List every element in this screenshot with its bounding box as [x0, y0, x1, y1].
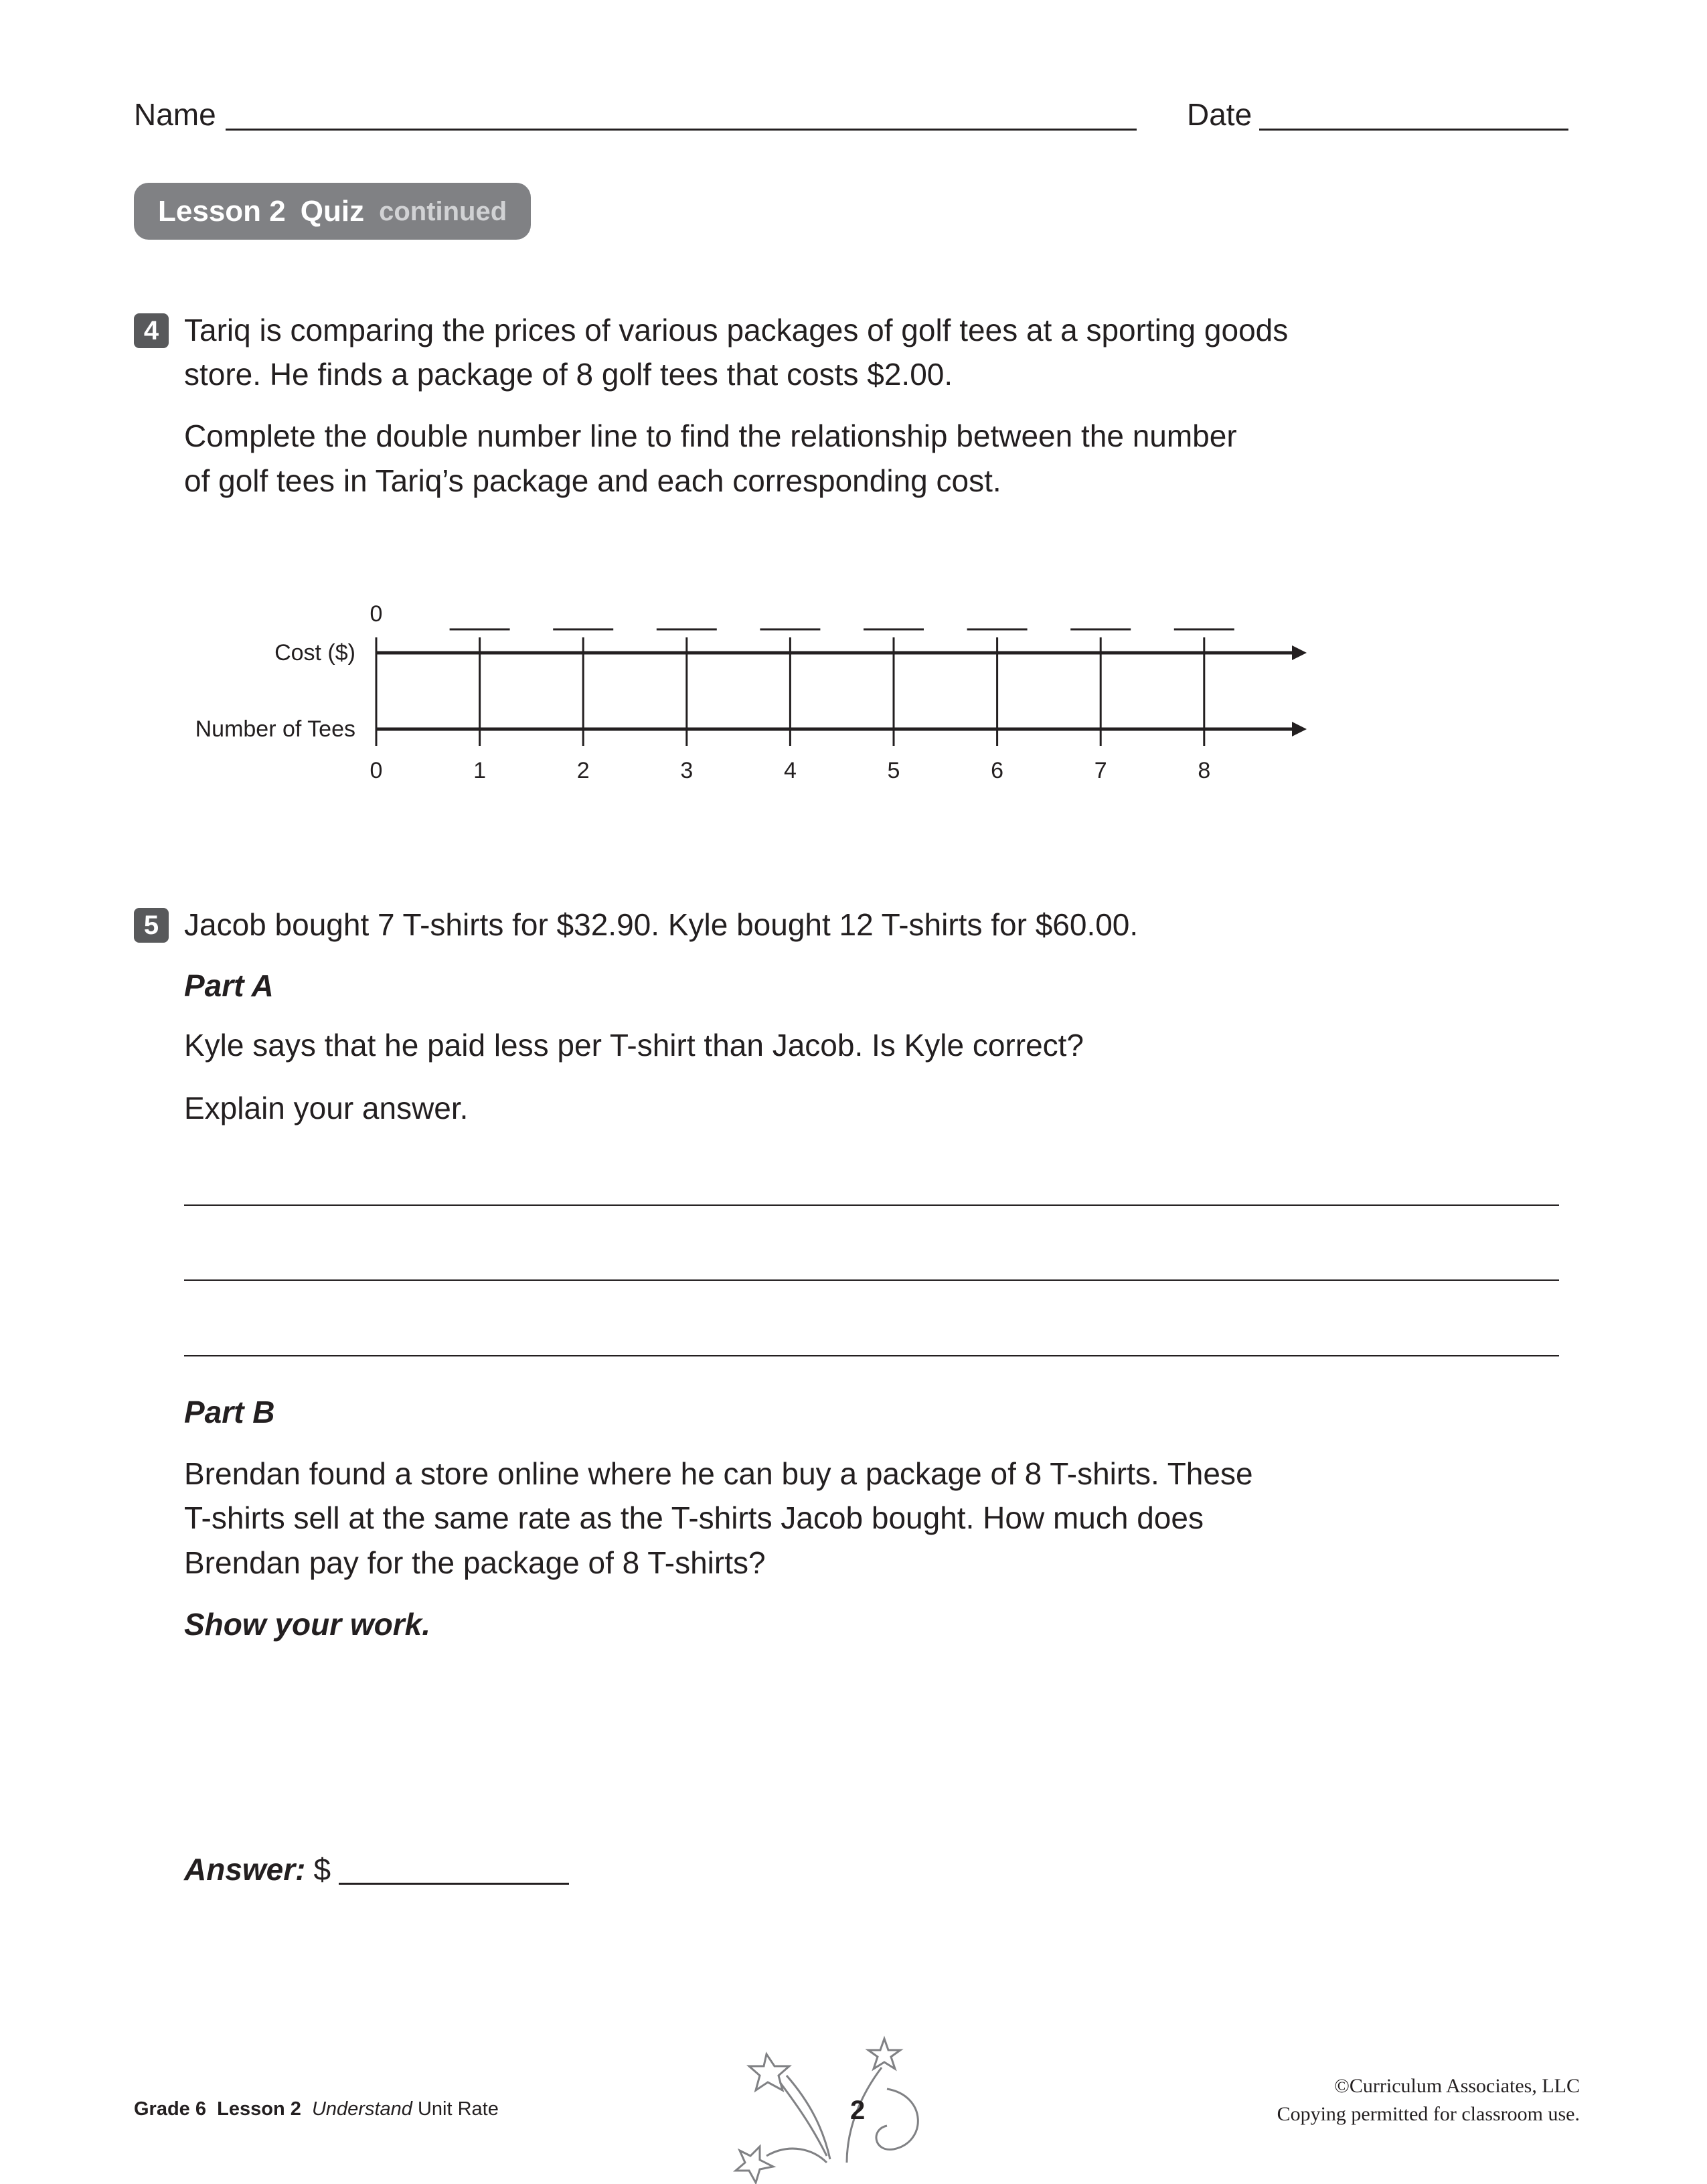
- question-number-4: 4: [134, 313, 169, 348]
- part-b-title: Part B: [184, 1395, 275, 1429]
- tees-tick-label: 0: [370, 758, 383, 783]
- answer-row: [184, 1854, 569, 1885]
- part-a-title: Part A: [184, 968, 274, 1003]
- q4-line2: store. He finds a package of 8 golf tees that costs $2.00.: [184, 357, 953, 392]
- footer-course: [134, 2100, 499, 2119]
- copy-permission: Copying permitted for classroom use.: [1277, 2103, 1580, 2125]
- footer-understand: Understand: [311, 2098, 412, 2120]
- q4-line3: Complete the double number line to find the relationship between the number: [184, 418, 1237, 453]
- stars-swirl-icon: [726, 2035, 967, 2184]
- badge-quiz: Quiz: [300, 194, 365, 228]
- answer-field[interactable]: [339, 1856, 569, 1885]
- footer-topic: Unit Rate: [417, 2098, 499, 2120]
- name-label: Name: [134, 97, 216, 132]
- tees-tick-label: 7: [1094, 758, 1107, 783]
- copyright: ©Curriculum Associates, LLC: [1334, 2075, 1580, 2097]
- cost-axis-label: Cost ($): [274, 640, 355, 666]
- tees-tick-label: 2: [576, 758, 590, 783]
- footer-lesson: Lesson 2: [217, 2098, 301, 2120]
- tees-tick-label: 4: [783, 758, 797, 783]
- cost-tick-label: 0: [370, 601, 383, 627]
- q5-intro: Jacob bought 7 T-shirts for $32.90. Kyle bought 12 T-shirts for $60.00.: [184, 907, 1139, 942]
- part-b-line1: Brendan found a store online where he can buy a package of 8 T-shirts. These: [184, 1456, 1253, 1491]
- tees-axis-label: Number of Tees: [195, 716, 355, 742]
- dollar-sign: $: [313, 1852, 331, 1887]
- tees-tick-label: 1: [473, 758, 487, 783]
- tees-tick-label: 5: [887, 758, 900, 783]
- part-b-line3: Brendan pay for the package of 8 T-shirts?: [184, 1545, 766, 1580]
- badge-continued: continued: [379, 196, 507, 226]
- show-work-label: Show your work.: [184, 1607, 431, 1642]
- badge-lesson: Lesson 2: [158, 194, 286, 228]
- tees-tick-label: 3: [680, 758, 694, 783]
- part-a-line1: Kyle says that he paid less per T-shirt than Jacob. Is Kyle correct?: [184, 1028, 1084, 1063]
- answer-label: Answer:: [184, 1852, 306, 1887]
- part-a-line2: Explain your answer.: [184, 1091, 469, 1125]
- q4-line1: Tariq is comparing the prices of various packages of golf tees at a sporting goods: [184, 313, 1289, 347]
- answer-line[interactable]: [184, 1355, 1559, 1356]
- answer-line[interactable]: [184, 1204, 1559, 1206]
- page-number: 2: [850, 2096, 866, 2125]
- tees-tick-label: 8: [1198, 758, 1211, 783]
- q4-line4: of golf tees in Tariq’s package and each corresponding cost.: [184, 463, 1001, 498]
- part-b-line2: T-shirts sell at the same rate as the T-shirts Jacob bought. How much does: [184, 1500, 1204, 1535]
- tees-tick-label: 6: [991, 758, 1004, 783]
- arrow-head-icon: [1292, 722, 1307, 736]
- answer-line[interactable]: [184, 1279, 1559, 1281]
- date-label: Date: [1187, 97, 1252, 132]
- footer-grade: Grade 6: [134, 2098, 206, 2120]
- arrow-head-icon: [1292, 645, 1307, 660]
- question-number-5: 5: [134, 908, 169, 943]
- double-number-line: [0, 0, 1707, 803]
